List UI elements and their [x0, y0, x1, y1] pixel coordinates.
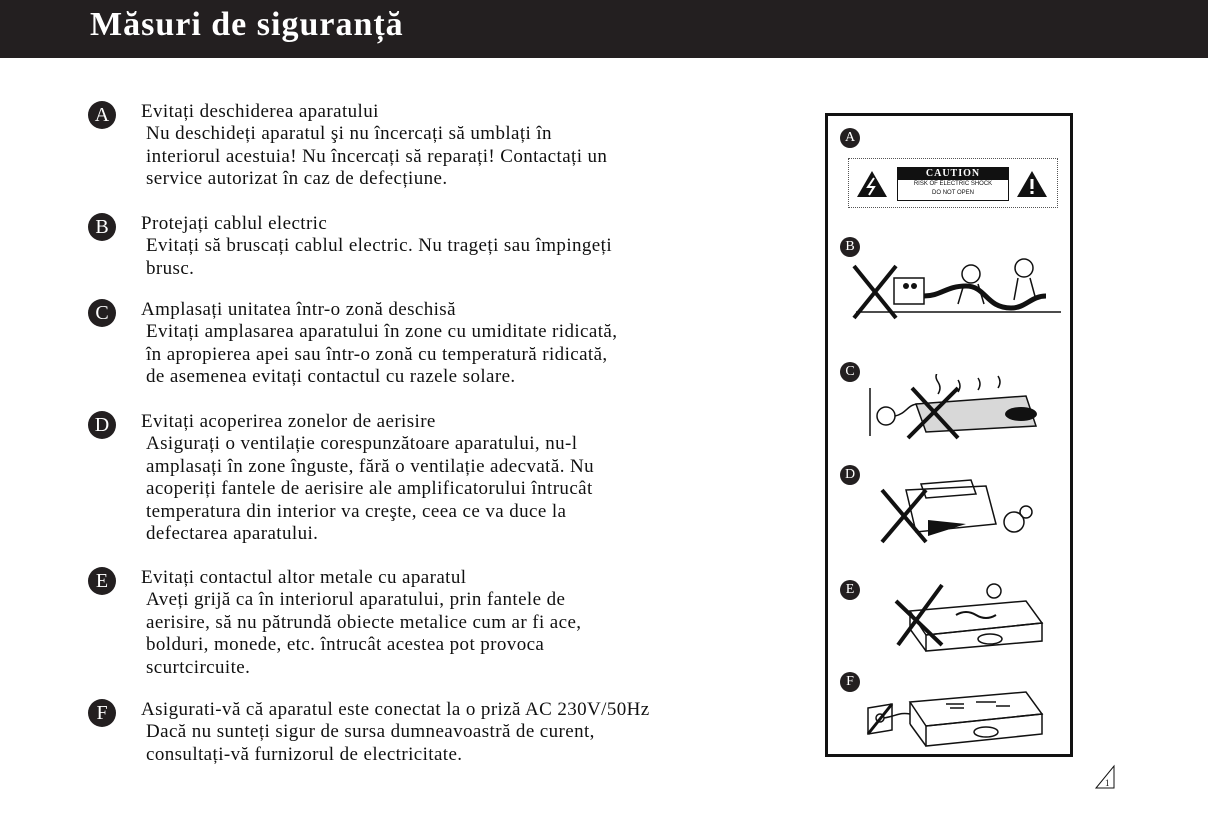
section-body: Evitați să bruscați cablul electric. Nu trageți sau împingeți brusc. [146, 235, 613, 279]
page-number: 1 [1105, 778, 1110, 788]
section-title: Asigurati-vă că aparatul este conectat la o priză AC 230V/50Hz [141, 699, 650, 720]
section-body: Asigurați o ventilație corespunzătoare aparatului, nu-l amplasați în zone înguste, fără o ventilație adecvată. Nu acoperiți fantele de aerisire ale amplificatorului întrucât temperatura din interior va creşte, ceea ce va duce la defectarea aparatului. [146, 433, 595, 544]
panel-letter-badge: A [840, 128, 860, 148]
section-body: Evitați amplasarea aparatului în zone cu umiditate ridicată, în apropierea apei sau într-o zonă cu temperatură ridicată, de asemenea evitați contactul cu razele solare. [146, 321, 618, 387]
section-body: Nu deschideți aparatul şi nu încercați să umblați în interiorul acestuia! Nu încercați să reparați! Contactați un service autorizat în caz de defecțiune. [146, 123, 608, 189]
panel-letter-badge: C [840, 362, 860, 382]
section-letter-badge: B [88, 213, 116, 241]
section-title: Amplasați unitatea într-o zonă deschisă [141, 299, 456, 320]
caution-heading: CAUTION [898, 168, 1008, 180]
heat-moisture-illustration [846, 374, 1066, 446]
caution-line-2: DO NOT OPEN [932, 190, 974, 196]
section-letter-badge: E [88, 567, 116, 595]
section-title: Evitați contactul altor metale cu aparatul [141, 567, 467, 588]
panel-letter-badge: F [840, 672, 860, 692]
section-letter-badge: F [88, 699, 116, 727]
section-letter-badge: D [88, 411, 116, 439]
metal-objects-illustration [846, 571, 1066, 653]
electric-shock-warning-icon [855, 169, 889, 199]
section-title: Protejați cablul electric [141, 213, 328, 234]
section-title: Evitați deschiderea aparatului [141, 101, 379, 122]
caution-label-box [848, 158, 1058, 208]
covered-vents-illustration [846, 476, 1066, 548]
section-body: Aveți grijă ca în interiorul aparatului, prin fantele de aerisire, să nu pătrundă obiecte metalice cum ar fi ace, bolduri, monede, etc. întrucât acestea pot provoca scurtcircuite. [146, 589, 582, 678]
panel-letter-badge: D [840, 465, 860, 485]
power-outlet-illustration [846, 668, 1066, 750]
caution-line-1: RISK OF ELECTRIC SHOCK [913, 181, 993, 187]
section-title: Evitați acoperirea zonelor de aerisire [141, 411, 436, 432]
exclamation-warning-icon [1015, 169, 1049, 199]
panel-letter-badge: B [840, 237, 860, 257]
page-title: Măsuri de siguranță [90, 6, 404, 43]
illustration-panel [825, 113, 1073, 757]
caution-label [897, 167, 1009, 201]
section-letter-badge: C [88, 299, 116, 327]
section-body: Dacă nu sunteți sigur de sursa dumneavoastră de curent, consultați-vă furnizorul de electricitate. [146, 721, 595, 765]
header-bar [0, 0, 1208, 58]
panel-letter-badge: E [840, 580, 860, 600]
section-letter-badge: A [88, 101, 116, 129]
page-number-marker [1094, 764, 1118, 790]
cable-pulling-illustration [846, 256, 1066, 328]
